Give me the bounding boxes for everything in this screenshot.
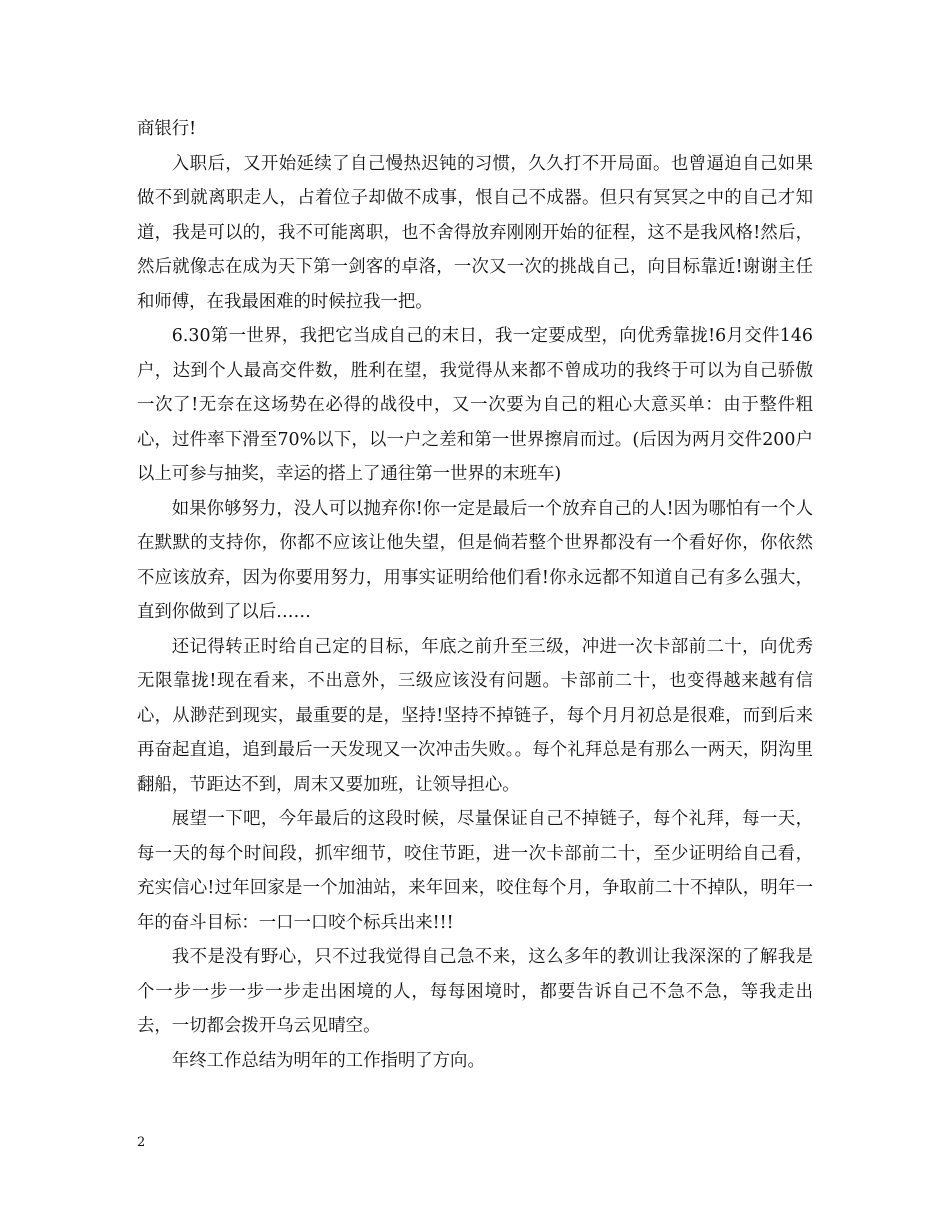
paragraph-2: 入职后，又开始延续了自己慢热迟钝的习惯，久久打不开局面。也曾逼迫自己如果做不到就离职走人，占着位子却做不成事，恨自己不成器。但只有冥冥之中的自己才知道，我是可以的，我不可能离职，也不舍得放弃刚刚开始的征程，这不是我风格!然后，然后就像志在成为天下第一剑客的卓洛，一次又一次的挑战自己，向目标靠近!谢谢主任和师傅，在我最困难的时候拉我一把。 xyxy=(137,153,813,312)
document-body xyxy=(137,112,813,1078)
paragraph-4: 如果你够努力，没人可以抛弃你!你一定是最后一个放弃自己的人!因为哪怕有一个人在默默的支持你，你都不应该让他失望，但是倘若整个世界都没有一个看好你，你依然不应该放弃，因为你要用努力，用事实证明给他们看!你永远都不知道自己有多么强大，直到你做到了以后…… xyxy=(137,498,813,622)
paragraph-1: 商银行! xyxy=(137,119,197,139)
paragraph-3: 6.30第一世界，我把它当成自己的末日，我一定要成型，向优秀靠拢!6月交件146户，达到个人最高交件数，胜利在望，我觉得从来都不曾成功的我终于可以为自己骄傲一次了!无奈在这场势在必得的战役中，又一次要为自己的粗心大意买单：由于整件粗心，过件率下滑至70%以下，以一户之差和第一世界擦肩而过。(后因为两月交件200户以上可参与抽奖，幸运的搭上了通往第一世界的末班车) xyxy=(137,326,813,484)
page-number: 2 xyxy=(137,1135,146,1150)
paragraph-5: 还记得转正时给自己定的目标，年底之前升至三级，冲进一次卡部前二十，向优秀无限靠拢!现在看来，不出意外，三级应该没有问题。卡部前二十，也变得越来越有信心，从渺茫到现实，最重要的是，坚持!坚持不掉链子，每个月月初总是很难，而到后来再奋起直追，追到最后一天发现又一次冲击失败。。每个礼拜总是有那么一两天，阴沟里翻船，节距达不到，周末又要加班，让领导担心。 xyxy=(137,636,813,795)
paragraph-8: 年终工作总结为明年的工作指明了方向。 xyxy=(171,1050,485,1071)
paragraph-6: 展望一下吧，今年最后的这段时候，尽量保证自己不掉链子，每个礼拜，每一天，每一天的每个时间段，抓牢细节，咬住节距，进一次卡部前二十，至少证明给自己看，充实信心!过年回家是一个加油站，来年回来，咬住每个月，争取前二十不掉队，明年一年的奋斗目标：一口一口咬个标兵出来!!! xyxy=(137,809,813,933)
paragraph-7: 我不是没有野心，只不过我觉得自己急不来，这么多年的教训让我深深的了解我是个一步一步一步一步走出困境的人，每每困境时，都要告诉自己不急不急，等我走出去，一切都会拨开乌云见晴空。 xyxy=(137,947,813,1036)
